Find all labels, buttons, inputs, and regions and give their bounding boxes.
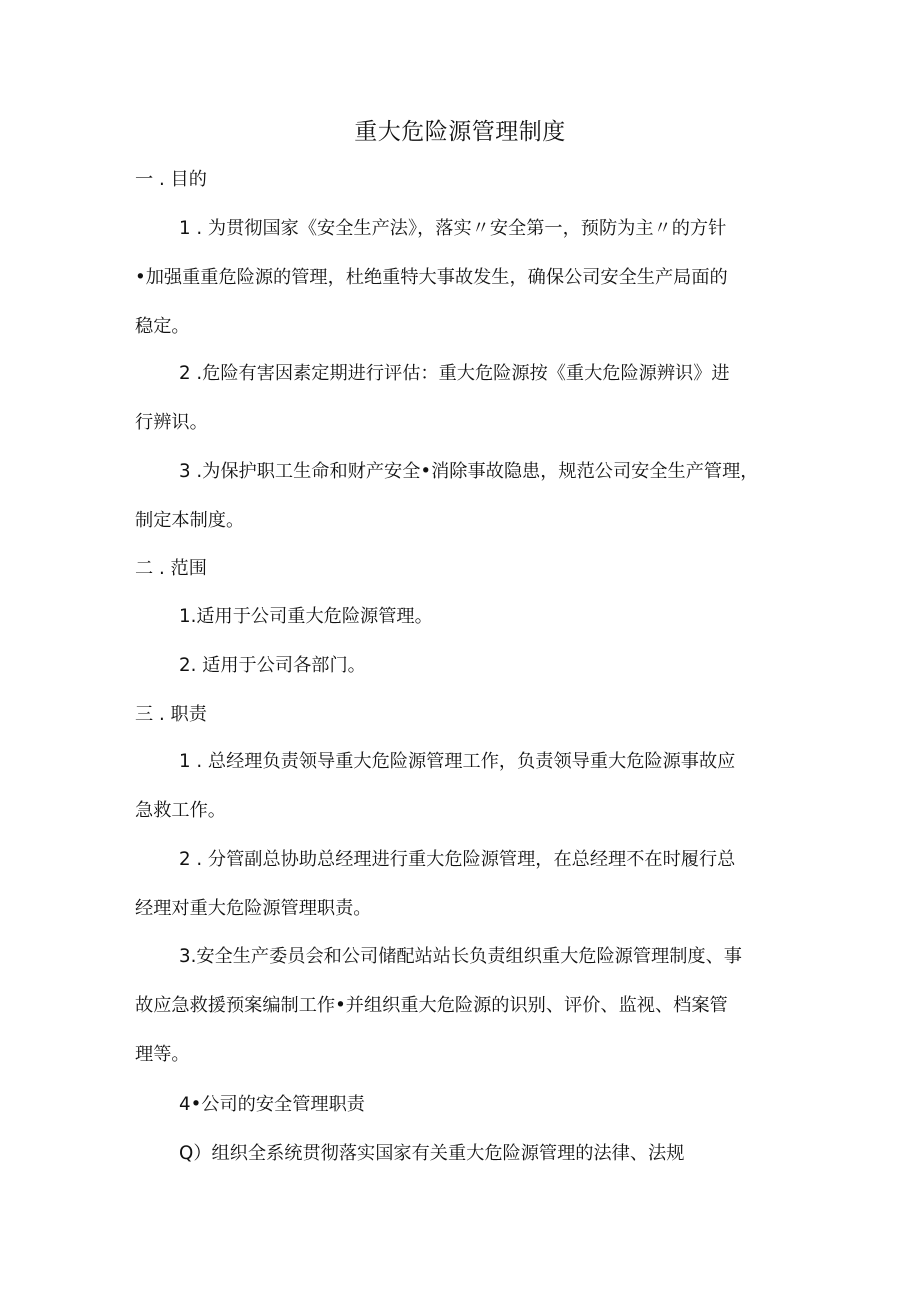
paragraph-line: 1 . 为贯彻国家《安全生产法》，落实〃安全第一，预防为主〃的方针 (179, 218, 727, 239)
purpose-paragraph-1 (135, 204, 795, 351)
responsibility-paragraph-3 (135, 932, 795, 1079)
paragraph-line: 制定本制度。 (135, 510, 245, 531)
purpose-paragraph-2 (135, 349, 795, 447)
responsibility-paragraph-2 (135, 835, 795, 933)
paragraph-line: 3.安全生产委员会和公司储配站站长负责组织重大危险源管理制度、事 (179, 946, 742, 967)
paragraph-line: 3 .为保护职工生命和财产安全•消除事故隐患，规范公司安全生产管理， (179, 461, 759, 482)
section-heading-purpose: 一 . 目的 (135, 169, 207, 190)
responsibility-item-4: 4•公司的安全管理职责 (179, 1094, 365, 1115)
paragraph-line: 稳定。 (135, 316, 190, 337)
paragraph-line: 行辨识。 (135, 412, 208, 433)
paragraph-line: 经理对重大危险源管理职责。 (135, 898, 372, 919)
section-heading-responsibilities: 三 . 职责 (135, 704, 207, 725)
section-heading-scope: 二 . 范围 (135, 558, 207, 579)
scope-item-2: 2. 适用于公司各部门。 (179, 655, 366, 676)
paragraph-line: •加强重重危险源的管理，杜绝重特大事故发生，确保公司安全生产局面的 (135, 267, 728, 288)
paragraph-line: 1 . 总经理负责领导重大危险源管理工作，负责领导重大危险源事故应 (179, 751, 736, 772)
paragraph-line: 理等。 (135, 1044, 190, 1065)
paragraph-line: 故应急救援预案编制工作•并组织重大危险源的识别、评价、监视、档案管 (135, 995, 728, 1016)
purpose-paragraph-3 (135, 447, 795, 545)
paragraph-line: 2 . 分管副总协助总经理进行重大危险源管理，在总经理不在时履行总 (179, 849, 736, 870)
responsibility-paragraph-1 (135, 737, 795, 835)
document-title: 重大危险源管理制度 (354, 119, 566, 145)
scope-item-1: 1.适用于公司重大危险源管理。 (179, 606, 433, 627)
paragraph-line: 2 .危险有害因素定期进行评估：重大危险源按《重大危险源辨识》进 (179, 363, 730, 384)
responsibility-item-q: Q）组织全系统贯彻落实国家有关重大危险源管理的法律、法规 (179, 1143, 685, 1164)
paragraph-line: 急救工作。 (135, 800, 226, 821)
